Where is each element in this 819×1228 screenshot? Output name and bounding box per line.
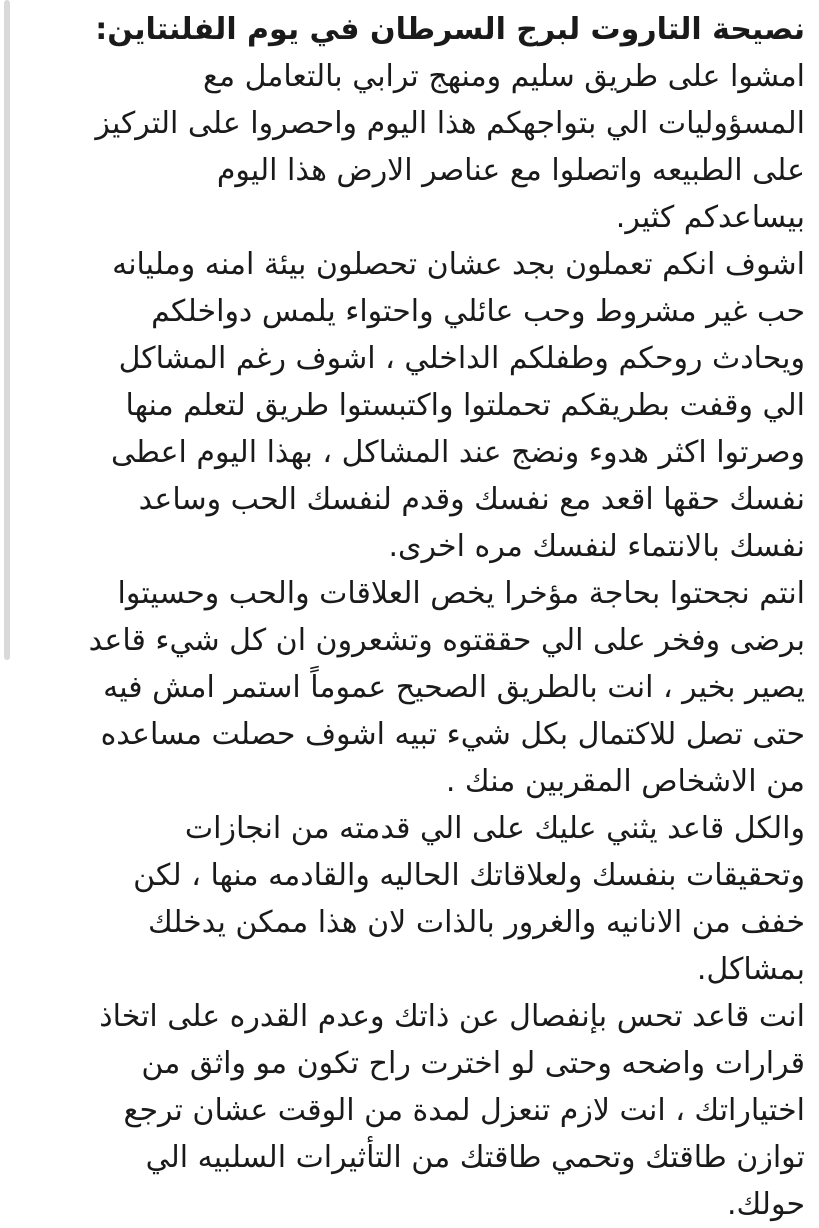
text-line: من الاشخاص المقربين منك .: [445, 764, 805, 799]
text-line: اشوف انكم تعملون بجد عشان تحصلون بيئة امنه ومليانه: [112, 247, 805, 282]
text-line: نفسك بالانتماء لنفسك مره اخرى.: [388, 529, 805, 564]
text-line: وصرتوا اكثر هدوء ونضج عند المشاكل ، بهذا اليوم اعطى: [111, 435, 805, 470]
text-line: بمشاكل.: [696, 952, 805, 987]
text-line: بيساعدكم كثير.: [615, 200, 805, 235]
paragraph-3: [28, 570, 805, 805]
text-line: حتى تصل للاكتمال بكل شيء تبيه اشوف حصلت مساعده: [100, 717, 805, 752]
text-line: والكل قاعد يثني عليك على الي قدمته من انجازات: [184, 811, 805, 846]
text-line: خفف من الانانيه والغرور بالذات لان هذا ممكن يدخلك: [147, 905, 805, 940]
article-body: [28, 6, 805, 1228]
paragraph-1: [28, 53, 805, 241]
text-line: على الطبيعه واتصلوا مع عناصر الارض هذا اليوم: [216, 153, 805, 188]
text-line: حب غير مشروط وحب عائلي واحتواء يلمس دواخلكم: [151, 294, 805, 329]
text-line: المسؤوليات الي بتواجهكم هذا اليوم واحصروا على التركيز: [95, 106, 805, 141]
text-line: ويحادث روحكم وطفلكم الداخلي ، اشوف رغم المشاكل: [118, 341, 805, 376]
text-line: اختياراتك ، انت لازم تنعزل لمدة من الوقت عشان ترجع: [123, 1093, 805, 1128]
text-line: الي وقفت بطريقكم تحملتوا واكتبستوا طريق لتعلم منها: [125, 388, 805, 423]
text-line: قرارات واضحه وحتى لو اخترت راح تكون مو واثق من: [141, 1046, 805, 1081]
text-line: برضى وفخر على الي حققتوه وتشعرون ان كل شيء قاعد: [88, 623, 805, 658]
text-line: وتحقيقات بنفسك ولعلاقاتك الحاليه والقادمه منها ، لكن: [133, 858, 805, 893]
text-line: انت قاعد تحس بإنفصال عن ذاتك وعدم القدره على اتخاذ: [99, 999, 805, 1034]
text-line: نفسك حقها اقعد مع نفسك وقدم لنفسك الحب وساعد: [138, 482, 805, 517]
paragraph-5: [28, 993, 805, 1228]
text-line: توازن طاقتك وتحمي طاقتك من التأثيرات السلبيه الي: [145, 1140, 805, 1175]
text-line: حولك.: [726, 1187, 805, 1222]
text-line: انتم نجحتوا بحاجة مؤخرا يخص العلاقات والحب وحسيتوا: [117, 576, 805, 611]
page-title: نصيحة التاروت لبرج السرطان في يوم الفلنتاين:: [95, 12, 805, 47]
paragraph-2: [28, 241, 805, 570]
text-line: يصير بخير ، انت بالطريق الصحيح عموماً استمر امش فيه: [103, 670, 805, 705]
scrollbar[interactable]: [4, 0, 10, 660]
paragraph-4: [28, 805, 805, 993]
text-line: امشوا على طريق سليم ومنهج ترابي بالتعامل مع: [203, 59, 805, 94]
